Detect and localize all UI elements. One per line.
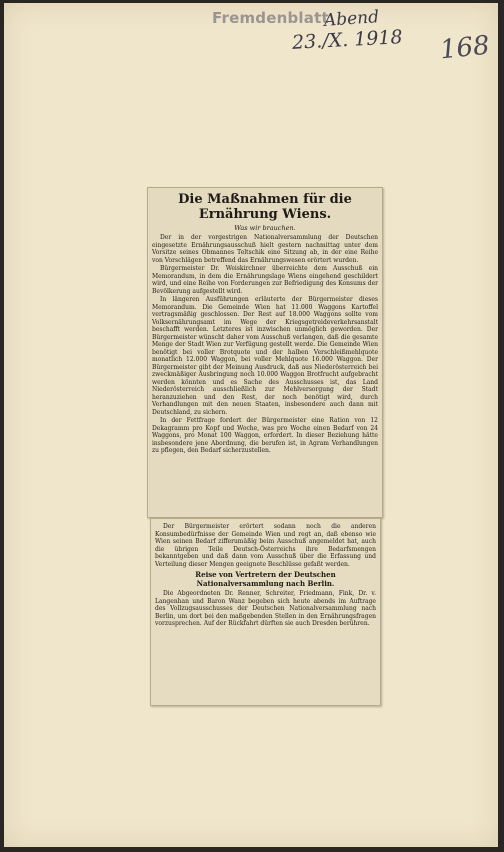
article-paragraph: In der Fettfrage fordert der Bürgermeister eine Ration von 12 Dekagramm pro Kopf und Woche, was pro Woche einen Bedarf von 24 Waggons, pro Monat 100 Waggon, erfordert. In dieser Beziehung hätte insbesondere jene Abordnung, die berufen ist, in Agram Verhandlungen zu pflegen, den Bedarf sicherzustellen. bbox=[152, 417, 378, 454]
handwritten-folio-number: 168 bbox=[438, 30, 492, 66]
handwritten-date: 23./X. 1918 bbox=[291, 26, 404, 54]
newspaper-clipping-upper bbox=[147, 187, 383, 518]
newspaper-stamp: Fremdenblatt bbox=[212, 9, 329, 27]
article-paragraph: In längeren Ausführungen erläuterte der Bürgermeister dieses Memorandum. Die Gemeinde Wien hat 11.000 Waggons Kartoffel vertragsmäßig geschlossen. Der Rest auf 18.000 Waggons sollte vom Volksernährungsamt im Wege der Kriegsgetreideverkehrsanstalt beschafft werden. Letzteres ist inzwischen unmöglich geworden. Der Bürgermeister wünscht daher vom Ausschuß verlangen, daß die gesamte Menge der Stadt Wien zur Verfügung gestellt werde. Die Gemeinde Wien benötigt bei voller Brotquote und der halben Verschleißmehlquote monatlich 12.000 Waggon, bei voller Mehlquote 16.000 Waggon. Der Bürgermeister gibt der Meinung Ausdruck, daß aus Niederösterreich bei zweckmäßiger Ausbringung noch 10.000 Waggon Brotfrucht aufgebracht werden könnten und es Sache des Ausschusses ist, das Land Niederösterreich ausschließlich zur Mehlversorgung der Stadt heranzuziehen und den Rest, der noch benötigt wird, durch Verhandlungen mit den neuen Staaten, insbesondere auch dann mit Deutschland, zu sichern. bbox=[152, 296, 378, 416]
article-headline: Die Maßnahmen für die Ernährung Wiens. bbox=[178, 192, 352, 222]
section-heading: Reise von Vertretern der Deutschen Nationalversammlung nach Berlin. bbox=[195, 570, 336, 588]
handwritten-edition-note: Abend bbox=[323, 7, 380, 31]
newspaper-clipping-lower bbox=[150, 518, 381, 706]
article-paragraph: Bürgermeister Dr. Weiskirchner überreichte dem Ausschuß ein Memorandum, in dem die Ernährungslage Wiens eingehend geschildert wird, und eine Reihe von Forderungen zur Befriedigung des Konsums der Bevölkerung aufgestellt wird. bbox=[152, 265, 378, 295]
article-paragraph: Der Bürgermeister erörtert sodann noch die anderen Konsumbedürfnisse der Gemeinde Wien und regt an, daß ebenso wie Wien seinen Bedarf zifferumäßig beim Ausschuß angemeldet hat, auch die übrigen Teile Deutsch-Österreichs ihre Bedarfsmengen bekanntgeben und daß dann vom Ausschuß über die Erfassung und Verteilung dieser Mengen geeignete Beschlüsse gefaßt werden. bbox=[155, 523, 376, 568]
section-paragraph: Die Abgeordneten Dr. Renner, Schreiter, Friedmann, Fink, Dr. v. Langenhan und Baron Wanz begeben sich heute abends im Auftrage des Vollzugsausschusses der Deutschen Nationalversammlung nach Berlin, um dort bei den maßgebenden Stellen in den Ernährungsfragen vorzusprechen. Auf der Rückfahrt dürften sie auch Dresden berühren. bbox=[155, 590, 376, 627]
article-paragraph: Der in der vorgestrigen Nationalversammlung der Deutschen eingesetzte Ernährungsausschuß hielt gestern nachmittag unter dem Vorsitze seines Obmannes Teltschik eine Sitzung ab, in der eine Reihe von Vorschlägen betreffend das Ernährungswesen erörtert wurden. bbox=[152, 234, 378, 264]
article-subhead: Was wir brauchen. bbox=[234, 224, 296, 232]
